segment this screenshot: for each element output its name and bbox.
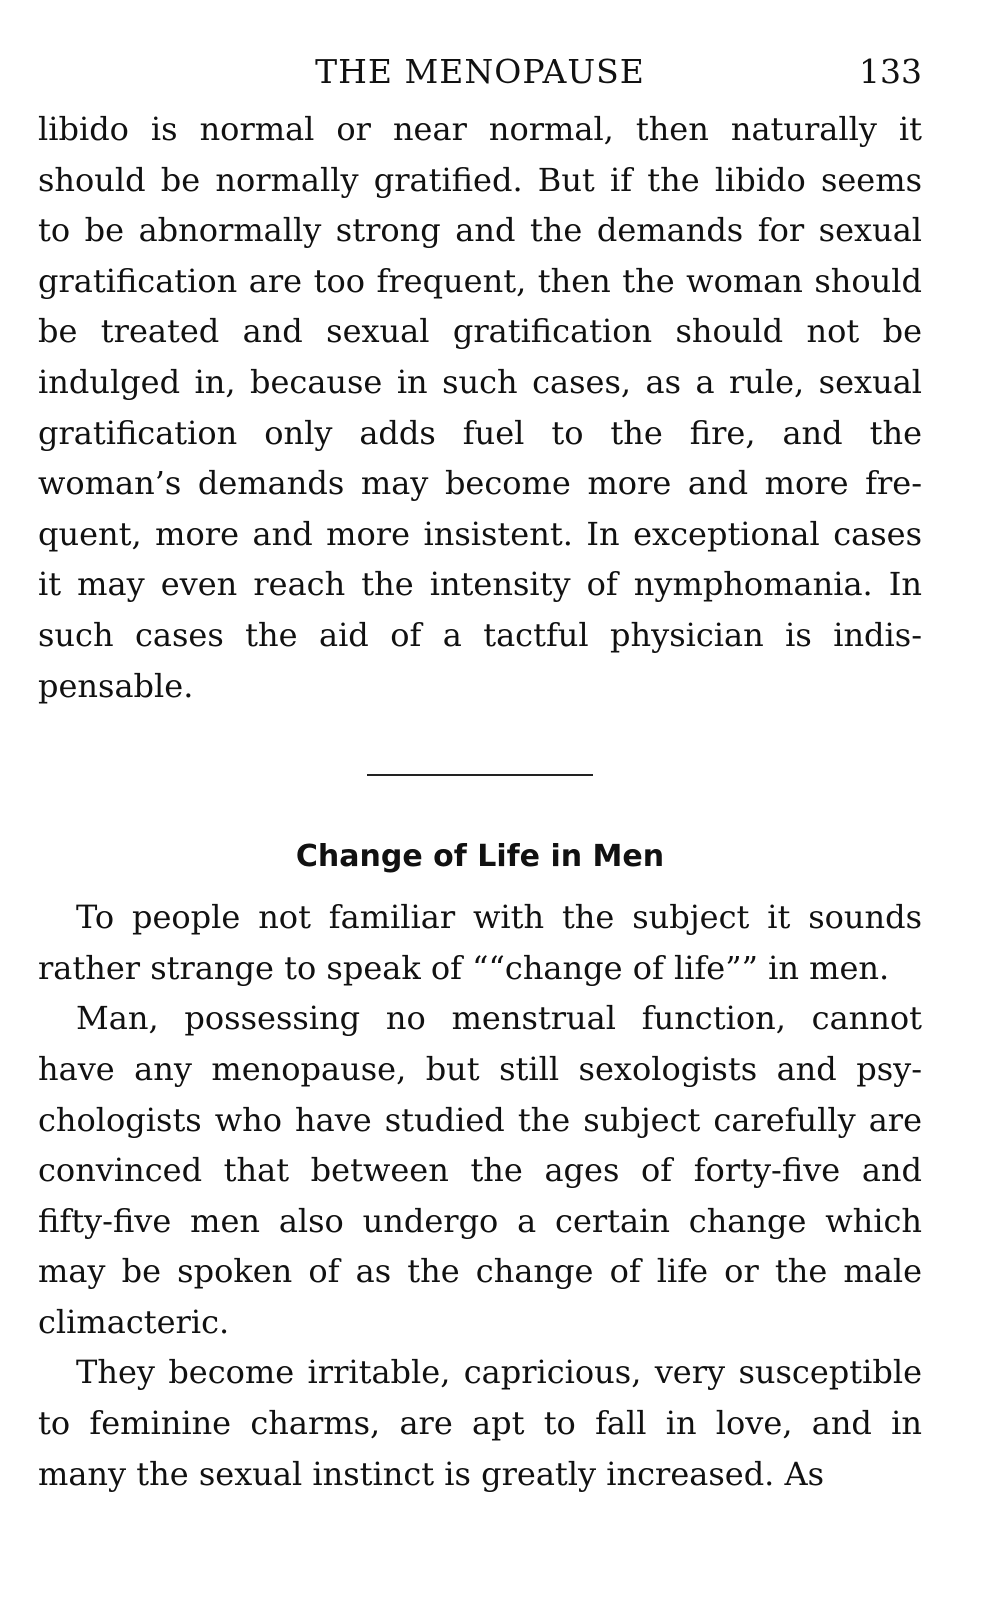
paragraph-they: They become irritable, capricious, very susceptible to feminine charms, are apt to fall in love, and in many the sexual instinct is greatly increased. As	[38, 1353, 922, 1493]
page-number: 133	[859, 52, 922, 91]
paragraph-continuation: libido is normal or near normal, then naturally it should be normally gratified. But if the libido seems to be abnormally strong and the demands for sexual gratification are too frequent, then the woman should be treated and sexual gratification should not be indulged in, because in such cases, as a rule, sexual gratification only adds fuel to the fire, and the woman’s demands may become more and more frequent, more and more insistent. In exceptional cases it may even reach the intensity of nymphomania. In such cases the aid of a tactful physician is indispensable.	[38, 110, 922, 705]
paragraph-intro: To people not familiar with the subject it sounds rather strange to speak of ““change of life”” in men.	[38, 898, 922, 987]
section-divider	[367, 774, 593, 776]
book-page	[38, 40, 922, 1600]
paragraph-man: Man, possessing no menstrual function, cannot have any menopause, but still sexologists and psychologists who have studied the subject carefully are convinced that between the ages of forty-five and fifty-five men also undergo a certain change which may be spoken of as the change of life or the male climacteric.	[38, 999, 922, 1341]
running-header	[38, 40, 922, 104]
section-heading: Change of Life in Men	[295, 839, 665, 875]
chapter-title: THE MENOPAUSE	[315, 52, 645, 91]
